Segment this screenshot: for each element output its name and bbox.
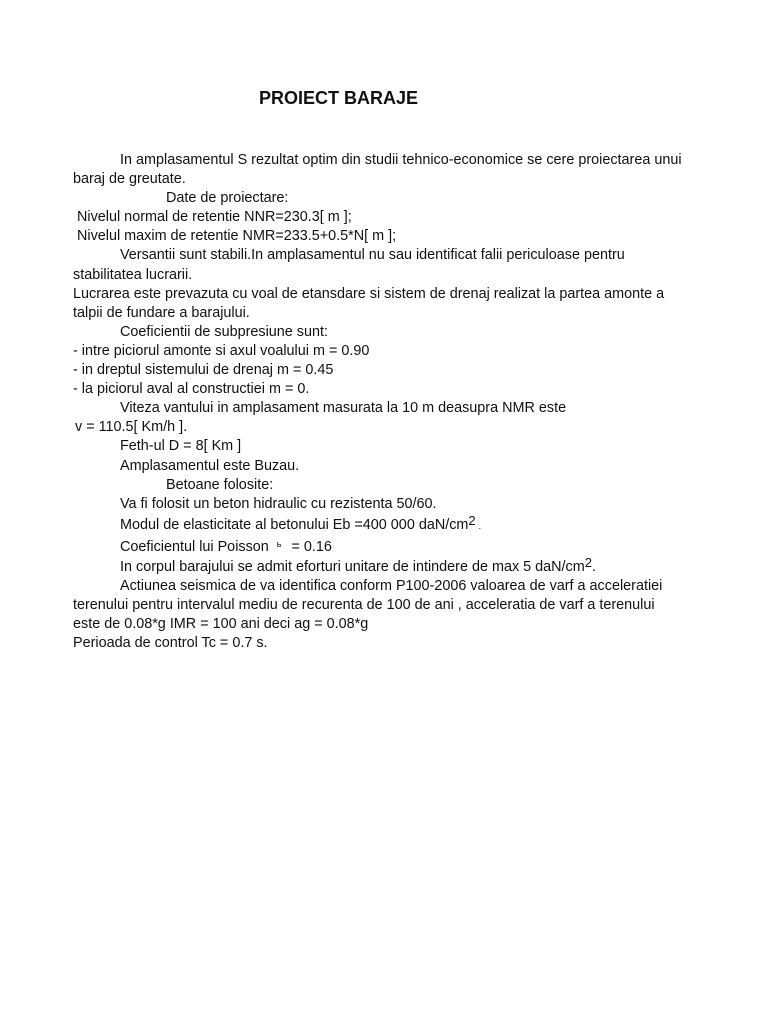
poisson-value: = 0.16	[291, 538, 332, 555]
paragraph-line: Perioada de control Tc = 0.7 s.	[73, 635, 268, 652]
paragraph-line: stabilitatea lucrarii.	[73, 266, 193, 283]
paragraph-line: este de 0.08*g IMR = 100 ani deci ag = 0.08*g	[73, 616, 369, 633]
section-heading: Date de proiectare:	[166, 190, 289, 207]
paragraph-line: Amplasamentul este Buzau.	[120, 457, 300, 474]
paragraph-line: Viteza vantului in amplasament masurata la 10 m deasupra NMR este	[120, 400, 567, 417]
poisson-line	[73, 535, 733, 554]
document-body	[73, 151, 733, 653]
list-item: - intre piciorul amonte si axul voalului m = 0.90	[73, 342, 370, 359]
paragraph-line: Feth-ul D = 8[ Km ]	[120, 438, 242, 455]
document-title: PROIECT BARAJE	[259, 88, 419, 108]
tension-text: In corpul barajului se admit eforturi unitare de intindere de max 5 daN/cm	[120, 558, 585, 575]
elasticity-text: Modul de elasticitate al betonului Eb =400 000 daN/cm	[120, 516, 469, 533]
paragraph-line: baraj de greutate.	[73, 171, 186, 188]
elasticity-exponent: 2	[468, 512, 476, 528]
tension-line	[73, 554, 733, 577]
paragraph-line: Versantii sunt stabili.In amplasamentul nu sau identificat falii periculoase pentru	[120, 247, 625, 264]
list-item: - in dreptul sistemului de drenaj m = 0.45	[73, 362, 334, 379]
poisson-symbol: ь	[276, 538, 282, 549]
paragraph-line: Va fi folosit un beton hidraulic cu rezistenta 50/60.	[120, 495, 437, 512]
elasticity-line	[73, 512, 733, 535]
paragraph-line: talpii de fundare a barajului.	[73, 304, 250, 321]
paragraph-line: In amplasamentul S rezultat optim din studii tehnico-economice se cere proiectarea unui	[120, 152, 682, 168]
paragraph-line: Actiunea seismica de va identifica conform P100-2006 valoarea de varf a acceleratiei	[120, 578, 663, 595]
section-heading: Betoane folosite:	[166, 476, 274, 493]
tension-exponent: 2	[584, 554, 592, 570]
list-item: - la piciorul aval al constructiei m = 0.	[73, 381, 310, 398]
paragraph-line: terenului pentru intervalul mediu de recurenta de 100 de ani , acceleratia de varf a terenului	[73, 597, 655, 614]
paragraph-line: Lucrarea este prevazuta cu voal de etansdare si sistem de drenaj realizat la partea amonte a	[73, 285, 665, 302]
paragraph-line: Nivelul normal de retentie NNR=230.3[ m ];	[77, 209, 352, 226]
paragraph-line: Nivelul maxim de retentie NMR=233.5+0.5*N[ m ];	[77, 228, 397, 245]
poisson-label: Coeficientul lui Poisson	[120, 538, 269, 555]
paragraph-line: v = 110.5[ Km/h ].	[75, 419, 188, 436]
paragraph-line: Coeficientii de subpresiune sunt:	[120, 323, 328, 340]
elasticity-suffix: .	[478, 520, 482, 531]
tension-suffix: .	[591, 558, 596, 575]
